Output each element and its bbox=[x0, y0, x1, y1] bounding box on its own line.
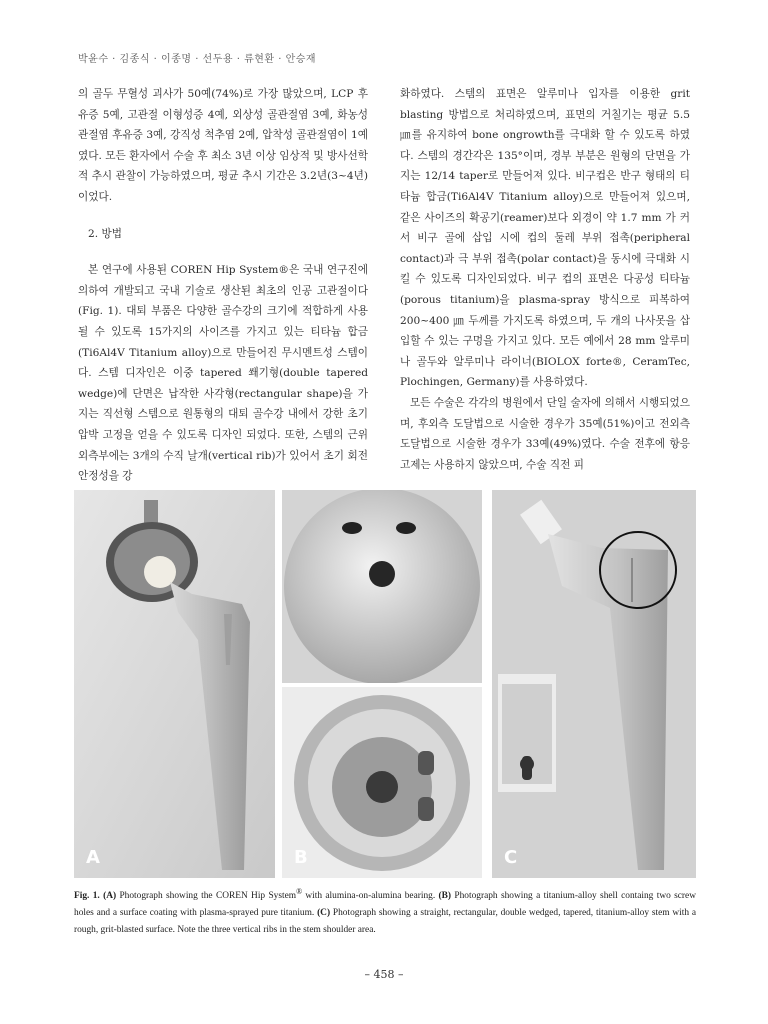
figure-caption bbox=[74, 883, 696, 939]
figure-1 bbox=[74, 490, 696, 878]
page-number: – 458 – bbox=[364, 968, 404, 981]
caption-c-tag: (C) bbox=[317, 908, 331, 919]
right-paragraph-2: 모든 수술은 각각의 병원에서 단일 술자에 의해서 시행되었으며, 후외측 도달법으로 시술한 경우가 35예(51%)이고 전외측 도달법으로 시술한 경우가 33예(49%)였다. 수술 전후에 항응고제는 사용하지 않았으며, 수술 직전 피 bbox=[400, 396, 690, 471]
shell-inner-photo bbox=[282, 687, 482, 878]
panel-label-c: C bbox=[504, 847, 518, 868]
caption-registered-mark: ® bbox=[296, 887, 303, 896]
right-column bbox=[400, 84, 690, 475]
caption-a-tag: (A) bbox=[103, 891, 117, 902]
caption-c-text: Photograph showing a straight, rectangular, double wedged, tapered, titanium-alloy stem with a rough, grit-blasted surface. Note the three vertical ribs in the stem shoulder area. bbox=[74, 908, 696, 936]
left-paragraph-2: 본 연구에 사용된 COREN Hip System®은 국내 연구진에 의하여 개발되고 국내 기술로 생산된 최초의 인공 고관절이다(Fig. 1). 대퇴 부품은 다양한 골수강의 크기에 적합하게 사용될 수 있도록 15가지의 사이즈를 가지고 있는 티타늄 합금(Ti6Al4V Titanium alloy)으로 만들어진 무시멘트성 스템이다. 스템 디자인은 이중 tapered 쐐기형(double tapered wedge)에 단면은 납작한 사각형(rectangular shape)을 가지는 직선형 스템으로 원통형의 대퇴 골수강 내에서 강한 초기 압박 고정을 얻을 수 있도록 디자인 되었다. 또한, 스템의 근위 외측부에는 3개의 수직 날개(vertical rib)가 있어서 초기 회전 안정성을 강 bbox=[78, 264, 368, 483]
figure-panel-b-bottom bbox=[282, 687, 482, 878]
running-head: 박윤수 · 김종식 · 이종명 · 선두용 · 류현환 · 안승재 bbox=[78, 54, 317, 65]
caption-fig-label: Fig. 1. bbox=[74, 891, 100, 902]
caption-a-rest: with alumina-on-alumina bearing. bbox=[302, 891, 439, 902]
acetabular-shell-photo bbox=[282, 490, 482, 683]
figure-panel-a bbox=[74, 490, 275, 878]
caption-b-text: Photograph showing a titanium-alloy shell containg two screw holes and a surface coating with plasma-sprayed pure titanium. bbox=[74, 891, 696, 919]
caption-b-tag: (B) bbox=[438, 891, 452, 902]
section-heading-methods: 2. 방법 bbox=[88, 227, 122, 240]
panel-label-a: A bbox=[86, 847, 100, 868]
figure-panel-c bbox=[492, 490, 696, 878]
figure-panel-b-top bbox=[282, 490, 482, 683]
left-column bbox=[78, 84, 368, 487]
hip-system-photo bbox=[74, 490, 275, 878]
left-paragraph-1: 의 골두 무혈성 괴사가 50예(74%)로 가장 많았으며, LCP 후유증 5예, 고관절 이형성증 4예, 외상성 골관절염 3예, 화농성 관절염 후유증 3예, 강직성 척추염 2예, 압착성 골관절염이 1예였다. 모든 환자에서 수술 후 최소 3년 이상 임상적 및 방사선학적 추시 관찰이 가능하였으며, 평균 추시 기간은 3.2년(3~4년)이었다. bbox=[78, 88, 368, 203]
caption-a-text: Photograph showing the COREN Hip System bbox=[116, 891, 297, 902]
panel-label-b: B bbox=[294, 847, 308, 868]
right-paragraph-1: 화하였다. 스템의 표면은 알루미나 입자를 이용한 grit blasting 방법으로 처리하였으며, 표면의 거칠기는 평균 5.5 ㎛를 유지하여 bone ongrowth를 극대화 할 수 있도록 하였다. 스템의 경간각은 135°이며, 경부 부분은 원형의 단면을 가지는 12/14 taper로 만들어져 있다. 비구컵은 반구 형태의 티타늄 합금(Ti6Al4V Titanium alloy)으로 만들어져 있으며, 같은 사이즈의 확공기(reamer)보다 외경이 약 1.7 mm 가 커서 비구 골에 삽입 시에 컵의 둘레 부위 접촉(peripheral contact)과 극 부위 접촉(polar contact)을 동시에 극대화 시킬 수 있도록 디자인되었다. 비구 컵의 표면은 다공성 티타늄(porous titanium)을 plasma-spray 방식으로 피복하여 200~400 ㎛ 두께를 가지도록 하였으며, 두 개의 나사못을 삽입할 수 있는 구멍을 가지고 있다. 모든 예에서 28 mm 알루미나 골두와 알루미나 라이너(BIOLOX forte®, CeramTec, Plochingen, Germany)를 사용하였다. bbox=[400, 88, 690, 389]
femoral-stem-photo bbox=[492, 490, 696, 878]
